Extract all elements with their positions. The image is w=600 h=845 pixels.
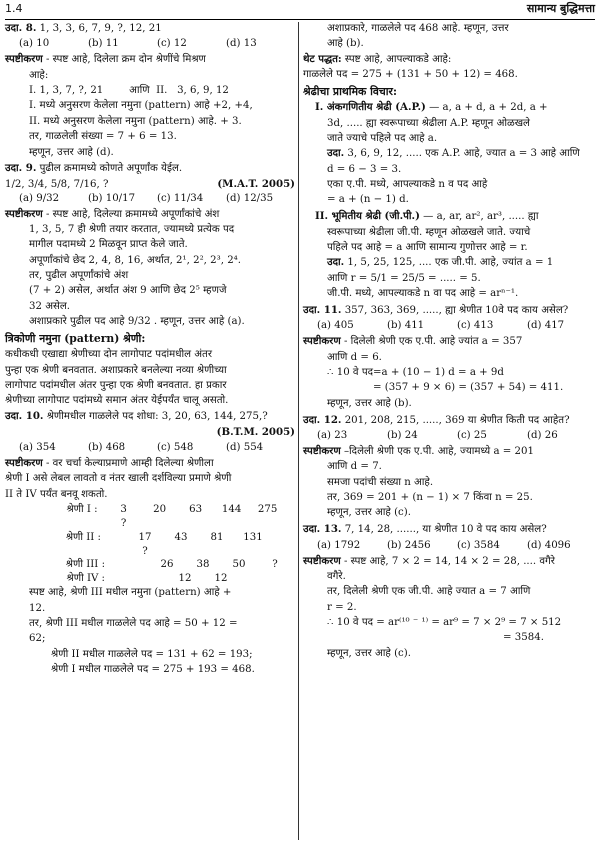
text-line: श्रेणीच्या लागोपाट पदांमध्ये समान अंतर येईपर्यंत चालू असतो. <box>5 395 229 407</box>
text-line: अशाप्रकारे, गाळलेले पद 468 आहे. म्हणून, उत्तर <box>327 23 509 34</box>
text-line: एका ए.पी. मध्ये, आपल्याकडे n व पद आहे <box>327 179 488 191</box>
text-line: जाते ज्याचे पहिले पद आहे a. <box>327 132 438 144</box>
series-row: श्रेणी I : 3 20 63 144 275? <box>66 503 278 529</box>
text-line: 3d, ..... ह्या स्वरूपाच्या श्रेढीला A.P. म्हणून ओळखले <box>327 117 530 129</box>
text-line: r = 2. <box>327 601 357 613</box>
series-table <box>5 503 295 586</box>
q9-sequence-row <box>5 178 295 192</box>
text-line: अपूर्णांकांचे छेद 2, 4, 8, 16, अर्थात, 2¹, 2², 2³, 2⁴. <box>29 254 241 266</box>
text-line: (7 + 2) असेल, अर्थात अंश 9 आणि छेद 2⁵ म्हणजे <box>29 285 227 297</box>
text-line: श्रेणी II मधील गाळलेले पद = 131 + 62 = 193; <box>51 648 253 660</box>
text-line: कधीकधी एखाद्या श्रेणीच्या दोन लागोपाट पदांमधील अंतर <box>5 349 213 361</box>
text-line: अशाप्रकारे पुढील पद आहे 9/32 . म्हणून, उत्तर आहे (a). <box>29 316 245 328</box>
q9-sequence: 1/2, 3/4, 5/8, 7/16, ? <box>5 178 109 190</box>
text-line: आहे (b). <box>327 38 364 50</box>
text-line: तर, गाळलेली संख्या = 7 + 6 = 13. <box>29 131 177 143</box>
text-line: म्हणून, उत्तर आहे (b). <box>327 397 412 409</box>
direct-method: थेट पद्धत: स्पष्ट आहे, आपल्याकडे आहे: <box>303 52 452 65</box>
text-line: d = 6 − 3 = 3. <box>327 163 402 175</box>
text-line: तर, 369 = 201 + (n − 1) × 7 किंवा n = 25. <box>327 492 533 504</box>
q11-options: (a) 405 (b) 411 (c) 413 (d) 417 <box>317 320 565 332</box>
text-line: श्रेणी I असे लेबल लावतो व नंतर खाली दर्शविल्या प्रमाणे श्रेणी <box>5 473 232 485</box>
text-line: I. मध्ये अनुसरण केलेला नमुना (pattern) आहे +2, +4, <box>29 100 253 112</box>
q8-options: (a) 10 (b) 11 (c) 12 (d) 13 <box>19 38 257 50</box>
text-line: आणि d = 6. <box>327 351 382 363</box>
q11-explanation: स्पष्टीकरण - दिलेली श्रेणी एक ए.पी. आहे ज्यांत a = 357 <box>303 335 523 348</box>
text-line: II. मध्ये अनुसरण केलेला नमुना (pattern) आहे. + 3. <box>29 115 242 127</box>
text-line: ∴ 10 वे पद = ar⁽¹⁰ ⁻ ¹⁾ = ar⁹ = 7 × 2⁹ = 7 × 512 <box>327 617 562 629</box>
column-divider <box>298 22 299 840</box>
text-line: स्पष्ट आहे, श्रेणी III मधील नमुना (pattern) आहे + <box>29 587 232 599</box>
text-line: I. 1, 3, 7, ?, 21 आणि II. 3, 6, 9, 12 <box>29 85 229 96</box>
q8-question: उदा. 8. 1, 3, 3, 6, 7, 9, ?, 12, 21 <box>5 22 162 34</box>
q10-question: उदा. 10. श्रेणीमधील गाळलेले पद शोधा: 3, 20, 63, 144, 275,? <box>5 410 268 423</box>
q9-source: (M.A.T. 2005) <box>217 177 295 190</box>
text-line: तर, पुढील अपूर्णांकांचे अंश <box>29 270 129 281</box>
text-line: = (357 + 9 × 6) = (357 + 54) = 411. <box>373 382 564 394</box>
q10-explanation: स्पष्टीकरण - वर चर्चा केल्याप्रमाणे आम्ही दिलेल्या श्रेणीला <box>5 456 214 469</box>
text-line: स्वरूपाच्या श्रेढीला जी.पी. म्हणून ओळखले जाते. ज्याचे <box>327 226 531 238</box>
text-line: = a + (n − 1) d. <box>327 194 409 206</box>
series-row: श्रेणी IV : 12 12 <box>66 573 228 585</box>
text-line: आणि d = 7. <box>327 461 382 473</box>
q13-question: उदा. 13. 7, 14, 28, ......, या श्रेणीत 10 वे पद काय असेल? <box>303 523 547 536</box>
q9-question: उदा. 9. पुढील क्रमामध्ये कोणते अपूर्णांक येईल. <box>5 162 183 175</box>
q9-options: (a) 9/32 (b) 10/17 (c) 11/34 (d) 12/35 <box>19 192 274 204</box>
text-line: II ते IV पर्यंत बनवू शकतो. <box>5 488 108 500</box>
gp-heading: II. भूमितीय श्रेढी (जी.पी.) — a, ar, ar², ar³, ..... ह्या <box>315 210 539 223</box>
text-line: वगैरे. <box>327 570 346 582</box>
q12-question: उदा. 12. 201, 208, 215, ....., 369 या श्रेणीत किती पद आहेत? <box>303 413 570 426</box>
q13-options: (a) 1792 (b) 2456 (c) 3584 (d) 4096 <box>317 539 571 551</box>
text-line: आहे: <box>29 69 49 81</box>
text-line: 1, 3, 5, 7 ही श्रेणी तयार करतात, ज्यामध्ये प्रत्येक पद <box>29 223 235 235</box>
section-heading: त्रिकोणी नमुना (pattern) श्रेणी: <box>5 332 146 345</box>
text-line: लागोपाट पदांमधील अंतर पुन्हा एक श्रेणी बनवतात. हा प्रकार <box>5 379 227 391</box>
text-line: 32 असेल. <box>29 300 71 312</box>
q12-options: (a) 23 (b) 24 (c) 25 (d) 26 <box>317 430 558 442</box>
text-line: म्हणून, उत्तर आहे (c). <box>327 507 411 519</box>
text-line: म्हणून, उत्तर आहे (c). <box>327 647 411 659</box>
q11-question: उदा. 11. 357, 363, 369, ....., ह्या श्रेणीत 10वे पद काय असेल? <box>303 304 569 317</box>
gp-example: उदा. 1, 5, 25, 125, .... एक जी.पी. आहे, ज्यांत a = 1 <box>327 256 554 269</box>
page-number: 1.4 <box>5 2 23 15</box>
ap-example: उदा. 3, 6, 9, 12, ..... एक A.P. आहे, ज्यात a = 3 आहे आणि <box>327 147 580 160</box>
text-line: 12. <box>29 602 46 614</box>
q8-explanation: स्पष्टीकरण - स्पष्ट आहे, दिलेला क्रम दोन श्रेणींचे मिश्रण <box>5 53 206 66</box>
text-line: आणि r = 5/1 = 25/5 = ..... = 5. <box>327 272 481 284</box>
text-line: समजा पदांची संख्या n आहे. <box>327 476 434 488</box>
q10-options: (a) 354 (b) 468 (c) 548 (d) 554 <box>19 441 264 453</box>
section-heading: श्रेढीचा प्राथमिक विचार: <box>303 85 397 98</box>
text-line: = 3584. <box>503 632 544 644</box>
text-line: श्रेणी I मधील गाळलेले पद = 275 + 193 = 468. <box>51 664 255 676</box>
q13-explanation: स्पष्टीकरण - स्पष्ट आहे, 7 × 2 = 14, 14 × 2 = 28, .... वगैरे <box>303 554 555 567</box>
right-column <box>303 22 597 662</box>
text-line: म्हणून, उत्तर आहे (d). <box>29 146 114 158</box>
series-row: श्रेणी II : 17 43 81 131? <box>65 531 263 557</box>
series-row: श्रेणी III : 26 38 50 ? <box>65 559 278 571</box>
book-title: सामान्य बुद्धिमत्ता <box>526 2 595 15</box>
text-line: जी.पी. मध्ये, आपल्याकडे n वा पद आहे = arⁿ⁻¹. <box>327 288 519 300</box>
text-line: तर, दिलेली श्रेणी एक जी.पी. आहे ज्यात a = 7 आणि <box>327 586 531 598</box>
text-line: 62; <box>29 633 46 645</box>
q12-explanation: स्पष्टीकरण –दिलेली श्रेणी एक ए.पी. आहे, ज्यामध्ये a = 201 <box>303 444 534 457</box>
text-line: मागील पदामध्ये 2 मिळवून प्राप्त केले जाते. <box>29 239 188 251</box>
ap-heading: I. अंकगणितीय श्रेढी (A.P.) — a, a + d, a + 2d, a + <box>315 101 548 114</box>
left-column <box>5 22 295 678</box>
q9-explanation: स्पष्टीकरण - स्पष्ट आहे, दिलेल्या क्रमामध्ये अपूर्णांकांचे अंश <box>5 207 220 220</box>
q10-source: (B.T.M. 2005) <box>216 425 295 438</box>
text-line: पुन्हा एक श्रेणी बनवतात. अशाप्रकारे बनलेल्या नव्या श्रेणीच्या <box>5 364 227 376</box>
page-header <box>5 2 595 20</box>
text-line: गाळलेले पद = 275 + (131 + 50 + 12) = 468. <box>303 69 518 81</box>
text-line: ∴ 10 वे पद=a + (10 − 1) d = a + 9d <box>327 367 504 379</box>
text-line: पहिले पद आहे = a आणि सामान्य गुणोत्तर आहे = r. <box>327 242 528 254</box>
text-line: तर, श्रेणी III मधील गाळलेले पद आहे = 50 + 12 = <box>29 617 238 629</box>
